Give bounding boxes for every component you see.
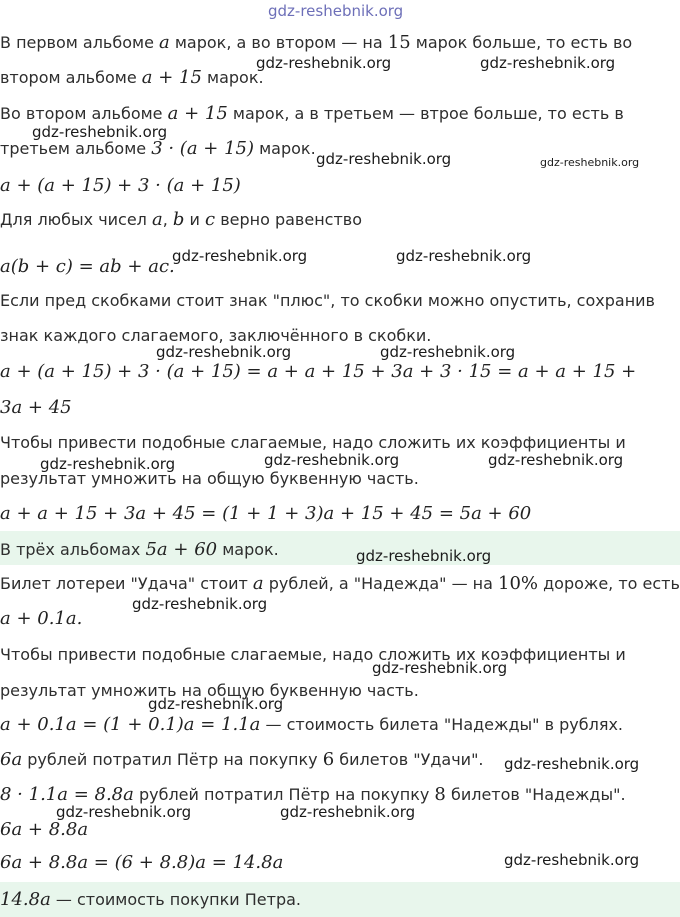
text-line-12: Чтобы привести подобные слагаемые, надо сложить их коэффициенты и bbox=[0, 433, 626, 452]
watermark: gdz-reshebnik.org bbox=[480, 54, 616, 72]
math-line-24: 6a + 8.8a = (6 + 8.8)a = 14.8a bbox=[0, 852, 284, 873]
watermark: gdz-reshebnik.org bbox=[264, 451, 400, 469]
answer-line-25: 14.8a — стоимость покупки Петра. bbox=[0, 889, 302, 910]
watermark: gdz-reshebnik.org bbox=[256, 54, 392, 72]
watermark: gdz-reshebnik.org bbox=[372, 659, 508, 677]
text-line-9: знак каждого слагаемого, заключённого в скобки. bbox=[0, 326, 432, 345]
text-line-8: Если пред скобками стоит знак "плюс", то скобки можно опустить, сохранив bbox=[0, 291, 655, 310]
text-line-13: результат умножить на общую буквенную часть. bbox=[0, 469, 419, 488]
watermark: gdz-reshebnik.org bbox=[156, 343, 292, 361]
text-line-22: 8 · 1.1a = 8.8a рублей потратил Пётр на покупку 8 билетов "Надежды". bbox=[0, 784, 626, 805]
text-line-2: втором альбоме a + 15 марок. bbox=[0, 67, 264, 88]
watermark: gdz-reshebnik.org bbox=[56, 803, 192, 821]
watermark: gdz-reshebnik.org bbox=[148, 695, 284, 713]
math-line-17: a + 0.1a. bbox=[0, 608, 83, 629]
math-line-23: 6a + 8.8a bbox=[0, 819, 89, 840]
watermark: gdz-reshebnik.org bbox=[396, 247, 532, 265]
watermark: gdz-reshebnik.org bbox=[356, 547, 492, 565]
watermark: gdz-reshebnik.org bbox=[380, 343, 516, 361]
watermark: gdz-reshebnik.org bbox=[40, 455, 176, 473]
watermark: gdz-reshebnik.org bbox=[504, 851, 640, 869]
watermark: gdz-reshebnik.org bbox=[32, 123, 168, 141]
math-line-14: a + a + 15 + 3a + 45 = (1 + 1 + 3)a + 15 + 45 = 5a + 60 bbox=[0, 503, 532, 524]
text-line-1: В первом альбоме a марок, а во втором — на 15 марок больше, то есть во bbox=[0, 32, 633, 53]
watermark: gdz-reshebnik.org bbox=[504, 755, 640, 773]
math-line-5: a + (a + 15) + 3 · (a + 15) bbox=[0, 175, 241, 196]
watermark: gdz-reshebnik.org bbox=[280, 803, 416, 821]
text-line-20: a + 0.1a = (1 + 0.1)a = 1.1a — стоимость билета "Надежды" в рублях. bbox=[0, 714, 623, 735]
watermark-top: gdz-reshebnik.org bbox=[268, 2, 404, 20]
math-line-7: a(b + c) = ab + ac. bbox=[0, 256, 175, 277]
text-line-4: третьем альбоме 3 · (a + 15) марок. bbox=[0, 138, 316, 159]
watermark: gdz-reshebnik.org bbox=[316, 150, 452, 168]
watermark: gdz-reshebnik.org bbox=[488, 451, 624, 469]
watermark: gdz-reshebnik.org bbox=[172, 247, 308, 265]
text-line-19: результат умножить на общую буквенную часть. bbox=[0, 681, 419, 700]
text-line-3: Во втором альбоме a + 15 марок, а в третьем — втрое больше, то есть в bbox=[0, 103, 624, 124]
text-line-6: Для любых чисел a, b и c верно равенство bbox=[0, 209, 362, 230]
math-line-11: 3a + 45 bbox=[0, 397, 72, 418]
watermark: gdz-reshebnik.org bbox=[132, 595, 268, 613]
text-line-21: 6a рублей потратил Пётр на покупку 6 билетов "Удачи". bbox=[0, 749, 484, 770]
answer-line-15: В трёх альбомах 5a + 60 марок. bbox=[0, 539, 279, 560]
math-line-10: a + (a + 15) + 3 · (a + 15) = a + a + 15 + 3a + 3 · 15 = a + a + 15 + bbox=[0, 361, 637, 382]
watermark: gdz-reshebnik.org bbox=[540, 156, 640, 169]
text-line-16: Билет лотереи "Удача" стоит a рублей, а "Надежда" — на 10% дороже, то есть bbox=[0, 573, 680, 594]
text-line-18: Чтобы привести подобные слагаемые, надо сложить их коэффициенты и bbox=[0, 645, 626, 664]
